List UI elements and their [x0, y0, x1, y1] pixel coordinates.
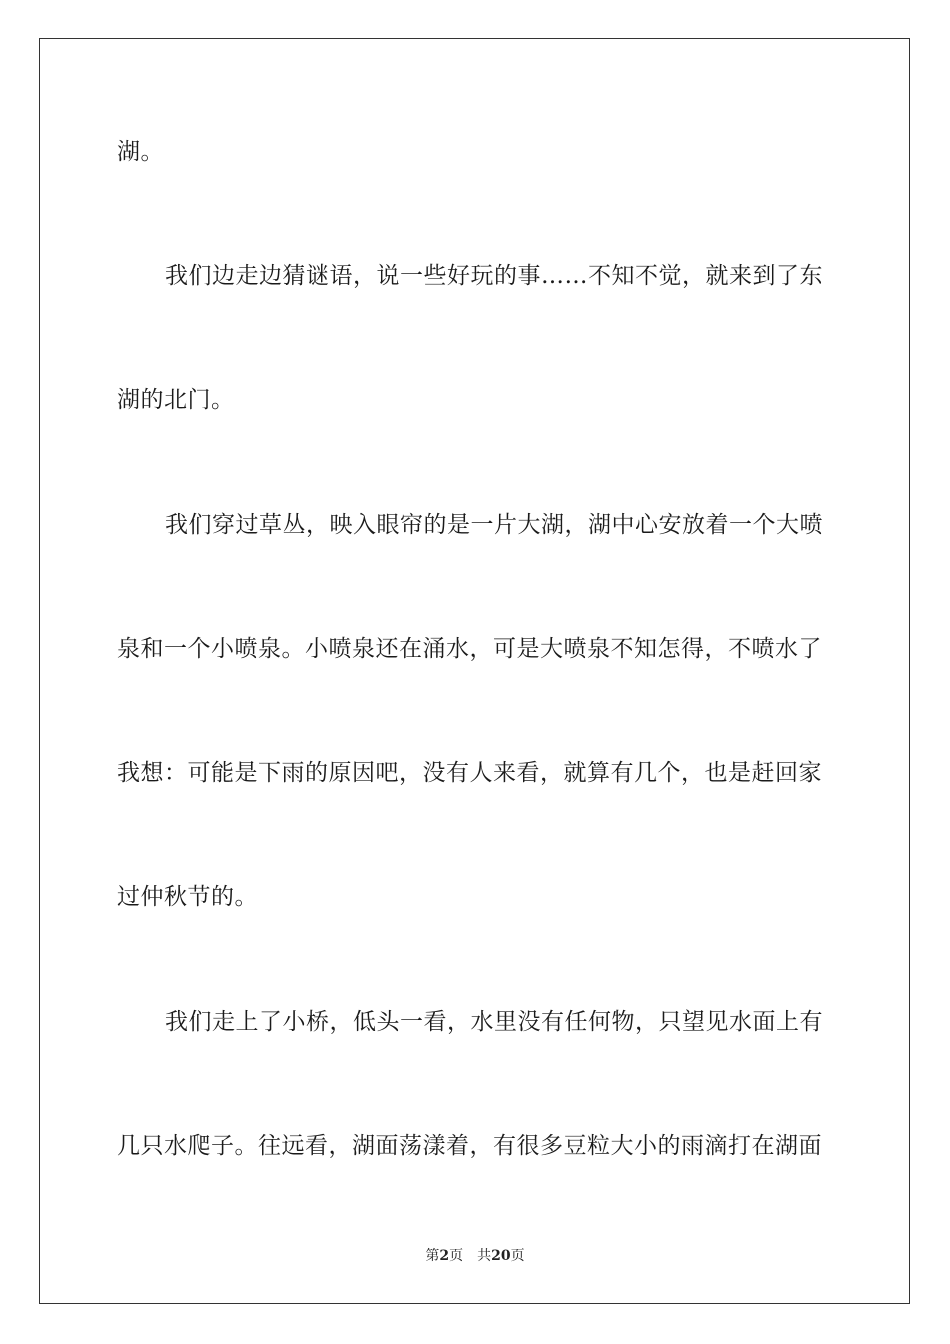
total-pages: 20	[491, 1248, 511, 1264]
page-border	[39, 38, 910, 1304]
page-footer	[0, 1247, 950, 1265]
text-line: 湖的北门。	[117, 387, 235, 413]
page-prefix: 第	[425, 1248, 440, 1264]
paragraph-first-line: 我们边走边猜谜语，说一些好玩的事……不知不觉，就来到了东	[165, 263, 823, 289]
text-line: 几只水爬子。往远看，湖面荡漾着，有很多豆粒大小的雨滴打在湖面	[117, 1133, 822, 1159]
page-number: 2	[439, 1248, 450, 1264]
text-line: 过仲秋节的。	[117, 884, 258, 910]
paragraph-first-line: 我们穿过草丛，映入眼帘的是一片大湖，湖中心安放着一个大喷	[165, 512, 823, 538]
page-suffix: 页	[449, 1248, 464, 1264]
paragraph-first-line: 我们走上了小桥，低头一看，水里没有任何物，只望见水面上有	[165, 1009, 823, 1035]
total-prefix: 共	[477, 1248, 492, 1264]
text-line: 湖。	[117, 139, 164, 165]
total-suffix: 页	[510, 1248, 525, 1264]
text-line: 泉和一个小喷泉。小喷泉还在涌水，可是大喷泉不知怎得，不喷水了	[117, 636, 822, 662]
text-line: 我想：可能是下雨的原因吧，没有人来看，就算有几个，也是赶回家	[117, 760, 822, 786]
